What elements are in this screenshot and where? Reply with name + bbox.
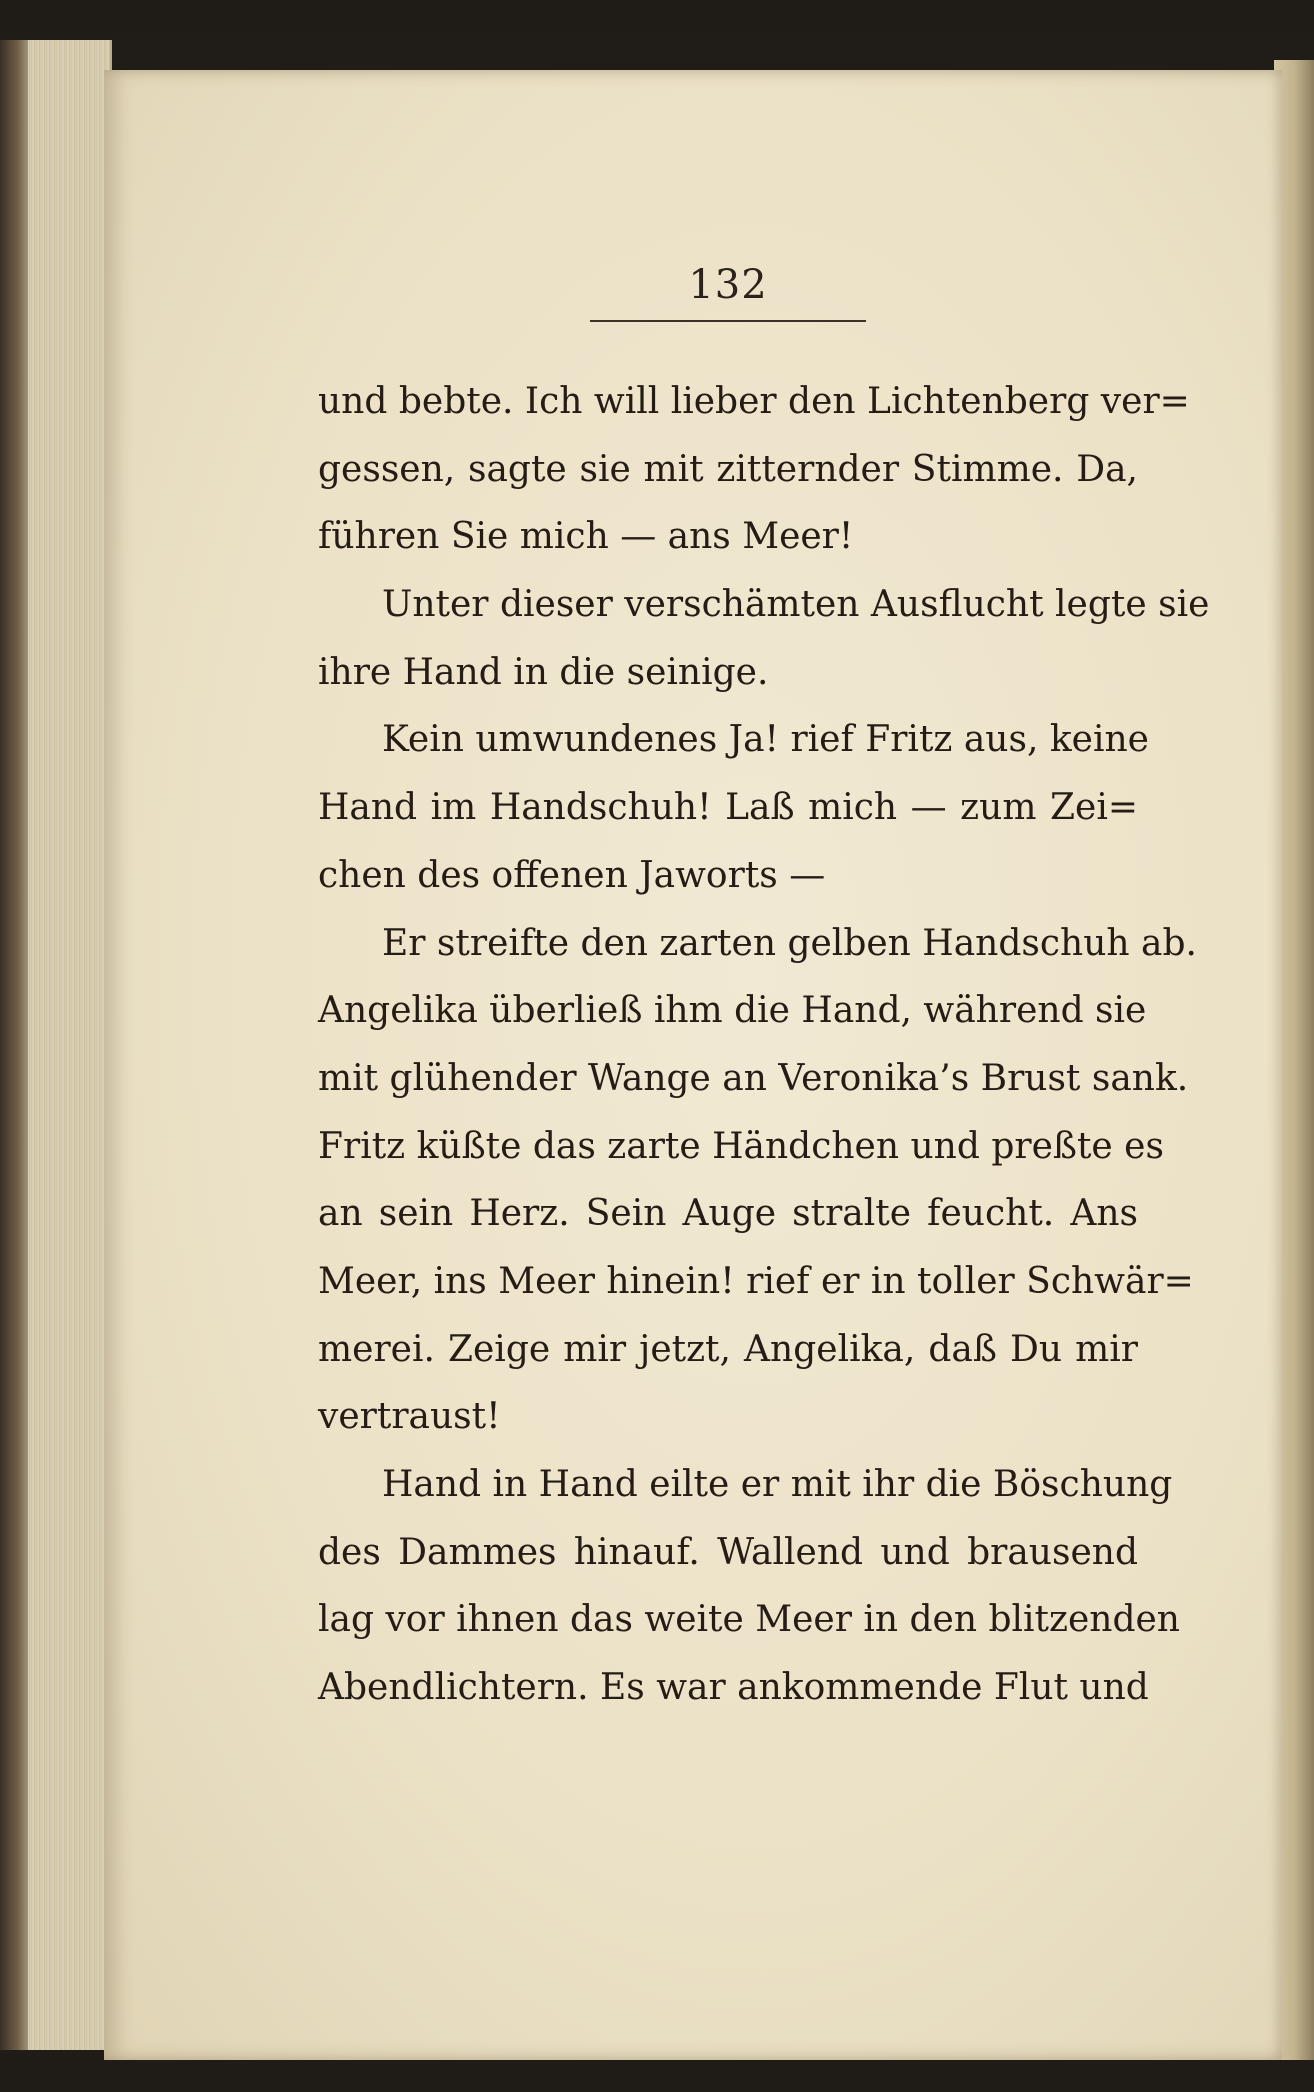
text-line: ihre Hand in die seinige.: [318, 651, 769, 693]
text-line: Meer, ins Meer hinein! rief er in toller Schwär=: [318, 1260, 1194, 1302]
book-spine-shadow: [0, 40, 28, 2050]
text-line: Hand im Handschuh! Laß mich — zum Zei=: [318, 787, 1138, 829]
text-line: mit glühender Wange an Veronika’s Brust sank.: [318, 1057, 1189, 1099]
text-line: Fritz küßte das zarte Händchen und preßte es: [318, 1125, 1164, 1167]
page-number: 132: [688, 262, 768, 308]
text-line: chen des offenen Jaworts —: [318, 854, 826, 896]
text-line: Kein umwundenes Ja! rief Fritz aus, keine: [382, 719, 1149, 761]
text-line: Hand in Hand eilte er mit ihr die Böschung: [382, 1464, 1173, 1505]
text-line: Angelika überließ ihm die Hand, während sie: [318, 990, 1147, 1032]
text-line: und bebte. Ich will lieber den Lichtenberg ver=: [318, 381, 1190, 422]
body-text: [318, 368, 1210, 1722]
text-line: führen Sie mich — ans Meer!: [318, 516, 854, 558]
text-line: Abendlichtern. Es war ankommende Flut und: [318, 1667, 1149, 1709]
text-line: an sein Herz. Sein Auge stralte feucht. Ans: [318, 1193, 1138, 1235]
text-line: merei. Zeige mir jetzt, Angelika, daß Du mir: [318, 1328, 1138, 1370]
header-rule: [590, 320, 866, 322]
text-line: Unter dieser verschämten Ausflucht legte sie: [382, 584, 1210, 626]
text-line: des Dammes hinauf. Wallend und brausend: [318, 1531, 1138, 1573]
text-line: lag vor ihnen das weite Meer in den blitzenden: [318, 1599, 1180, 1641]
text-line: vertraust!: [318, 1396, 501, 1438]
text-line: Er streifte den zarten gelben Handschuh ab.: [382, 922, 1197, 964]
text-line: gessen, sagte sie mit zitternder Stimme. Da,: [318, 448, 1138, 490]
